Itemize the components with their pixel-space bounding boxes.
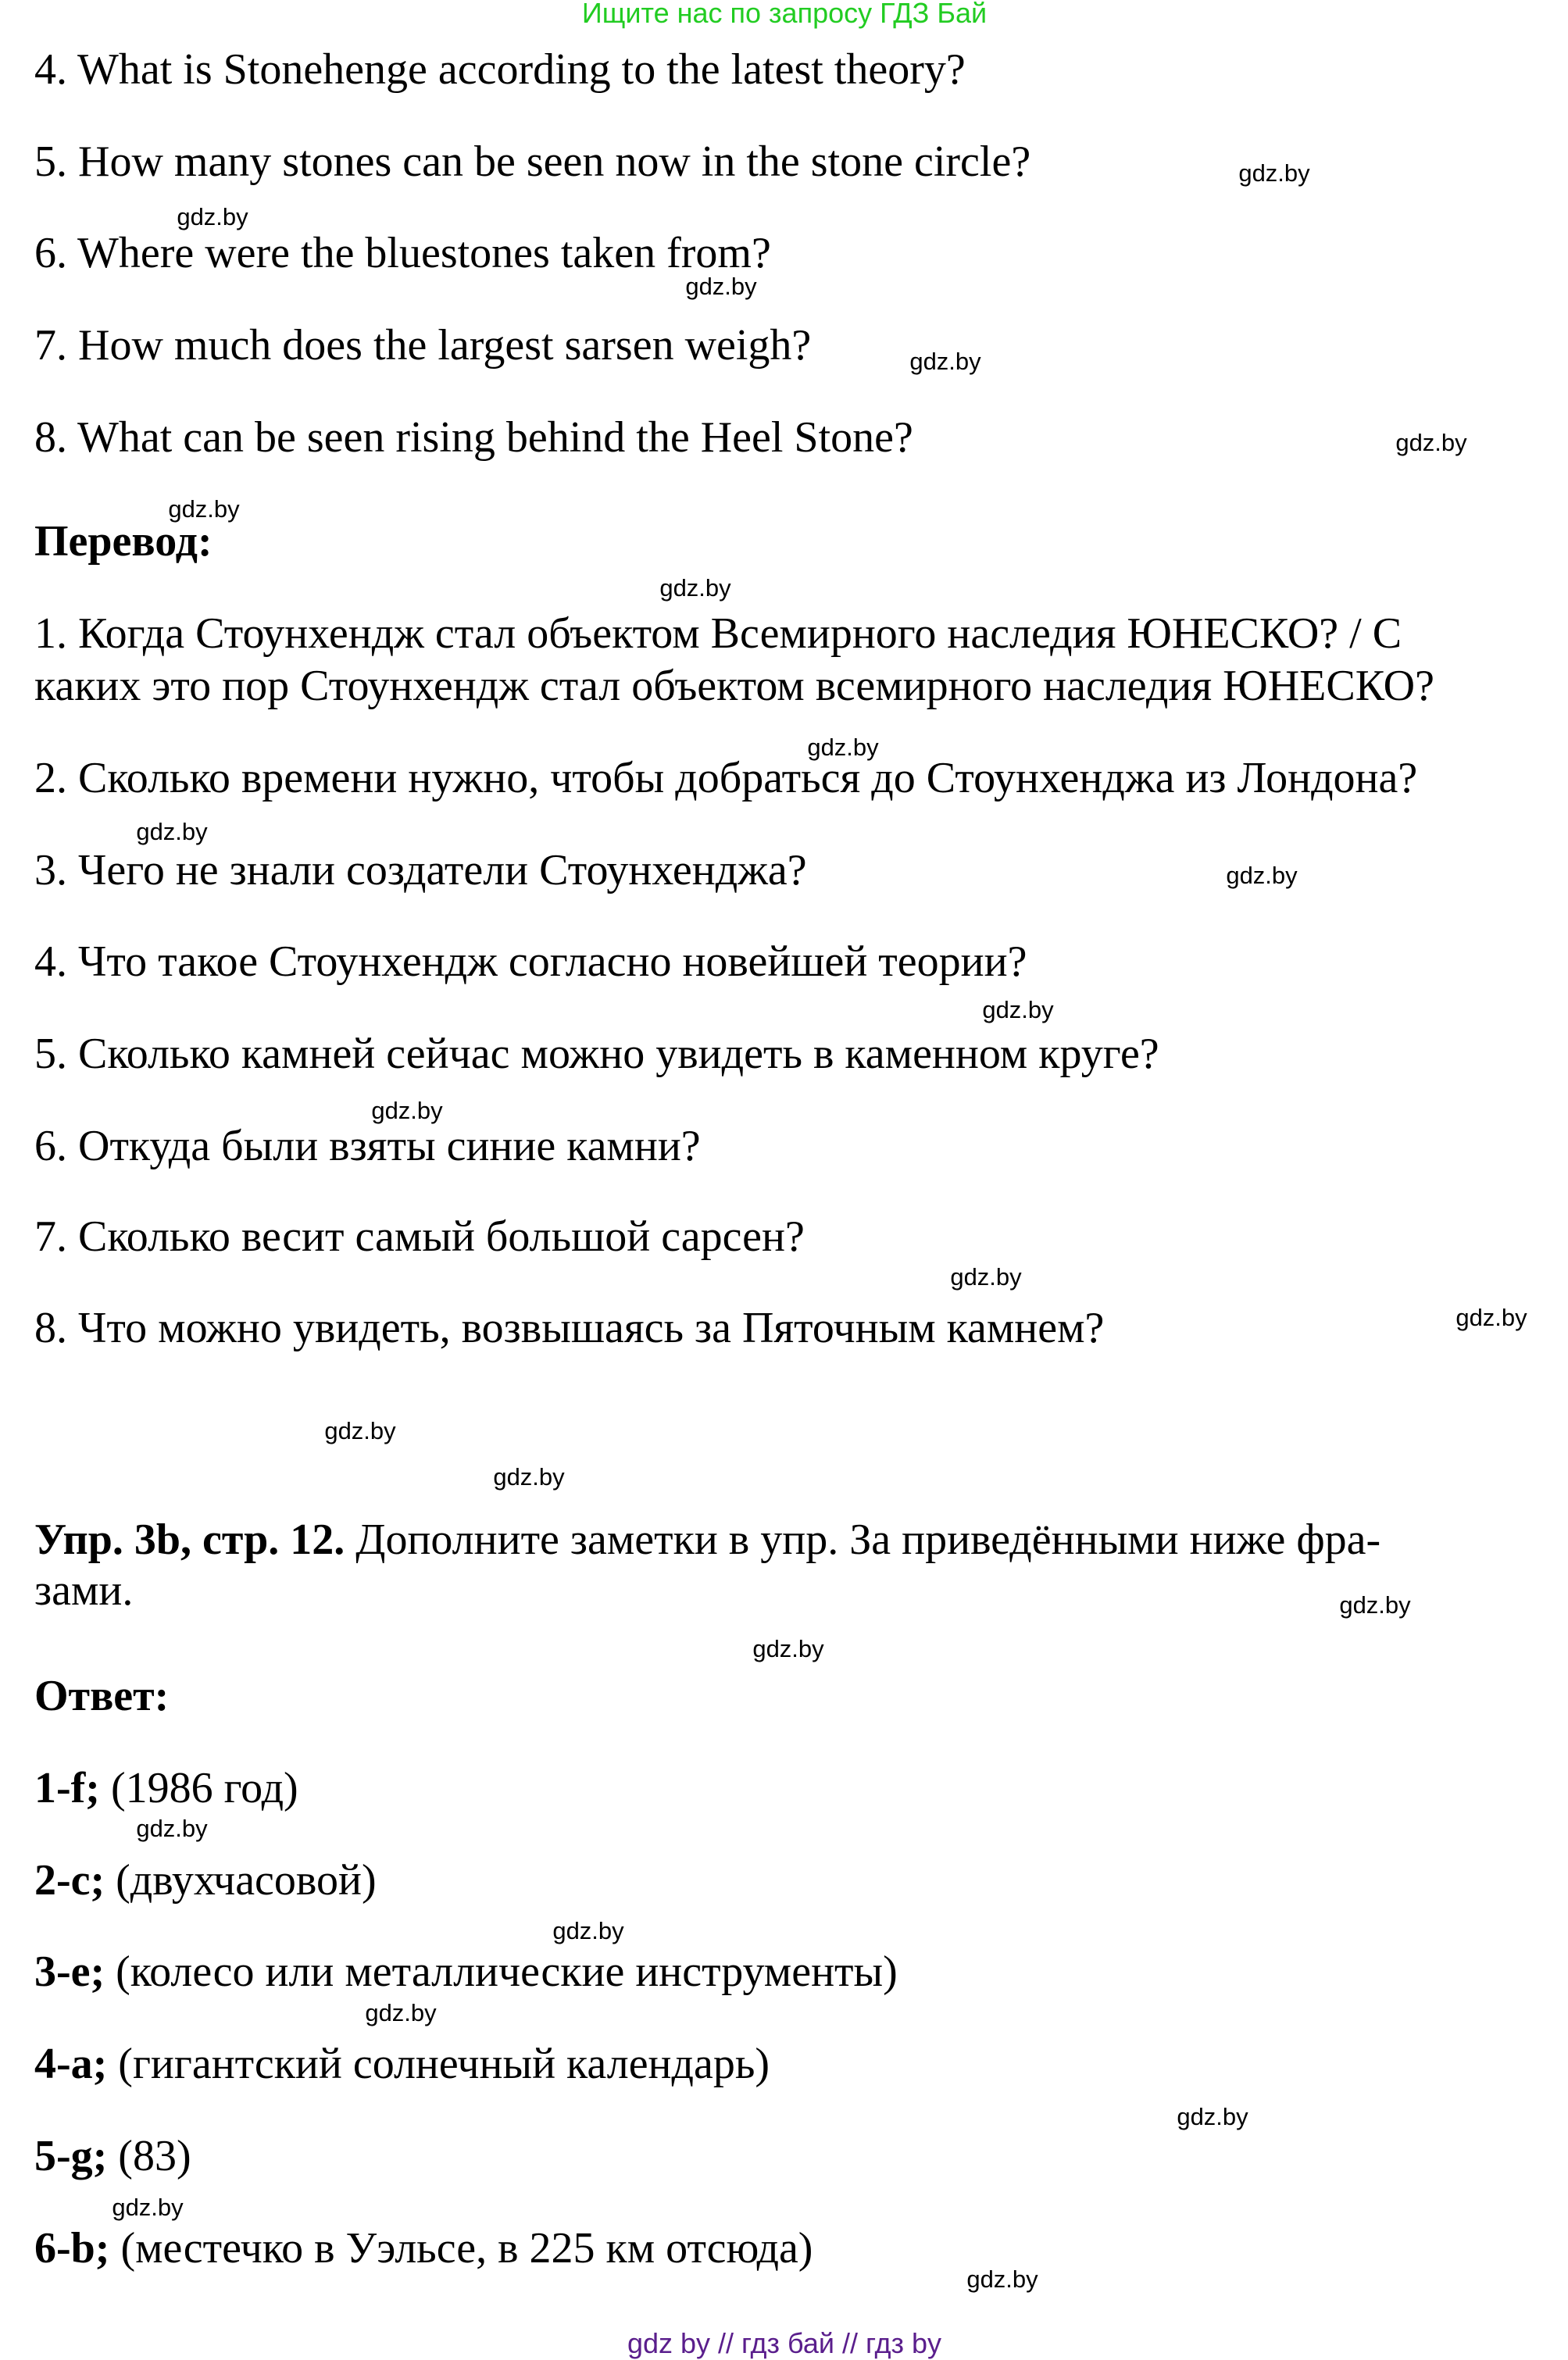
- question-ru-8: 8. Что можно увидеть, возвышаясь за Пяточным камнем?: [34, 1304, 1105, 1352]
- watermark: gdz.by: [552, 1917, 624, 1944]
- question-ru-4: 4. Что такое Стоунхендж согласно новейшей теории?: [34, 937, 1027, 986]
- footer-links[interactable]: gdz by // гдз бай // гдз by: [627, 2327, 942, 2359]
- answer-heading: Ответ:: [34, 1672, 170, 1720]
- watermark: gdz.by: [685, 273, 757, 300]
- answer-key: 4-a;: [34, 2040, 108, 2088]
- watermark: gdz.by: [807, 734, 879, 761]
- answer-key: 2-c;: [34, 1856, 105, 1905]
- answer-text: (1986 год): [99, 1764, 298, 1812]
- header-banner-link[interactable]: Ищите нас по запросу ГДЗ Бай: [581, 0, 988, 29]
- watermark: gdz.by: [982, 996, 1054, 1023]
- watermark: gdz.by: [493, 1463, 565, 1491]
- watermark: gdz.by: [1339, 1591, 1411, 1619]
- answer-text: (местечко в Уэльсе, в 225 км отсюда): [109, 2224, 813, 2273]
- question-ru-2: 2. Сколько времени нужно, чтобы добраться до Стоунхенджа из Лондона?: [34, 754, 1418, 802]
- watermark: gdz.by: [177, 203, 248, 230]
- answer-key: 1-f;: [34, 1764, 100, 1812]
- watermark: gdz.by: [1238, 159, 1310, 187]
- exercise-text: Дополните заметки в упр. За приведёнными ниже фра-: [345, 1516, 1381, 1564]
- question-ru-1: 1. Когда Стоунхендж стал объектом Всемирного наследия ЮНЕСКО? / С: [34, 609, 1402, 658]
- watermark: gdz.by: [112, 2194, 184, 2221]
- question-ru-7: 7. Сколько весит самый большой сарсен?: [34, 1212, 805, 1261]
- watermark: gdz.by: [659, 574, 731, 602]
- question-en-7: 7. How much does the largest sarsen weigh?: [34, 321, 812, 370]
- watermark: gdz.by: [371, 1097, 443, 1124]
- answer-text: (колесо или металлические инструменты): [105, 1948, 898, 1996]
- answer-item: [34, 1766, 298, 1810]
- answer-text: (83): [107, 2132, 191, 2180]
- question-ru-6: 6. Откуда были взяты синие камни?: [34, 1122, 701, 1170]
- question-en-8: 8. What can be seen rising behind the Heel Stone?: [34, 413, 913, 462]
- watermark: gdz.by: [1395, 429, 1467, 456]
- question-en-5: 5. How many stones can be seen now in the stone circle?: [34, 137, 1031, 186]
- question-en-6: 6. Where were the bluestones taken from?: [34, 229, 771, 277]
- answer-key: 6-b;: [34, 2224, 110, 2273]
- answer-item: [34, 2224, 813, 2273]
- watermark: gdz.by: [909, 348, 981, 375]
- watermark: gdz.by: [966, 2265, 1038, 2293]
- answer-item: [34, 1950, 898, 1994]
- watermark: gdz.by: [1455, 1304, 1527, 1331]
- watermark: gdz.by: [365, 1999, 437, 2026]
- answer-item: [34, 1856, 377, 1905]
- question-ru-1-cont: каких это пор Стоунхендж стал объектом всемирного наследия ЮНЕСКО?: [34, 662, 1434, 710]
- answer-key: 5-g;: [34, 2132, 108, 2180]
- watermark: gdz.by: [324, 1417, 396, 1444]
- answer-item: [34, 2042, 770, 2086]
- watermark: gdz.by: [168, 495, 240, 523]
- watermark: gdz.by: [752, 1635, 824, 1662]
- watermark: gdz.by: [1226, 862, 1298, 889]
- answer-key: 3-e;: [34, 1948, 105, 1996]
- translation-heading: Перевод:: [34, 517, 213, 566]
- answer-item: [34, 2134, 191, 2178]
- question-ru-3: 3. Чего не знали создатели Стоунхенджа?: [34, 846, 807, 894]
- watermark: gdz.by: [136, 1815, 208, 1842]
- answer-text: (двухчасовой): [105, 1856, 377, 1905]
- question-en-4: 4. What is Stonehenge according to the latest theory?: [34, 45, 966, 94]
- exercise-ref: Упр. 3b, стр. 12.: [34, 1516, 345, 1564]
- watermark: gdz.by: [1177, 2103, 1248, 2130]
- question-ru-5: 5. Сколько камней сейчас можно увидеть в каменном круге?: [34, 1030, 1159, 1078]
- exercise-title: [34, 1518, 1380, 1562]
- answer-text: (гигантский солнечный календарь): [107, 2040, 770, 2088]
- watermark: gdz.by: [136, 818, 208, 845]
- exercise-text-cont: зами.: [34, 1566, 134, 1615]
- watermark: gdz.by: [950, 1263, 1022, 1291]
